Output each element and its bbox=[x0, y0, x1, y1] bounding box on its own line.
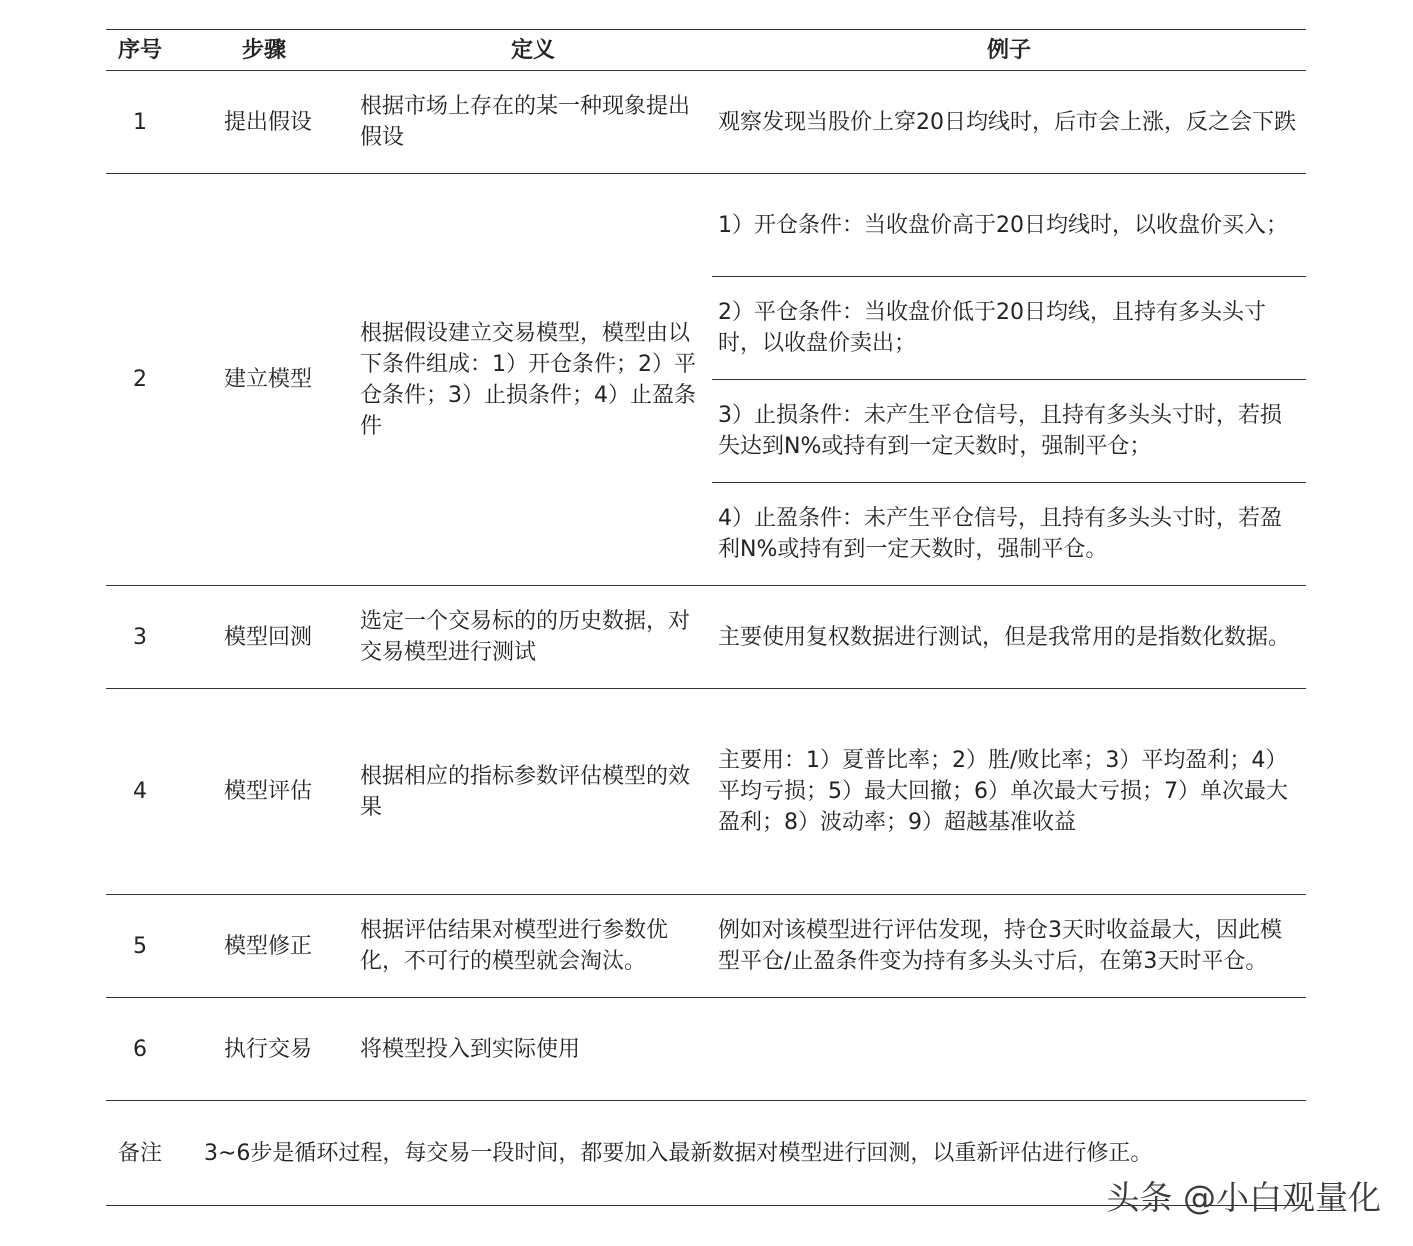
row-seq: 4 bbox=[106, 689, 174, 895]
table-row bbox=[106, 689, 1306, 895]
row-seq: 6 bbox=[106, 998, 174, 1101]
row-seq: 2 bbox=[106, 174, 174, 586]
row-definition: 根据相应的指标参数评估模型的效果 bbox=[354, 689, 712, 895]
table-row bbox=[106, 895, 1306, 998]
condition-open: 1）开仓条件：当收盘价高于20日均线时，以收盘价买入； bbox=[712, 174, 1306, 277]
row-step: 建立模型 bbox=[174, 174, 354, 586]
header-definition: 定义 bbox=[354, 30, 712, 71]
table-row bbox=[106, 998, 1306, 1101]
row-definition: 选定一个交易标的的历史数据，对交易模型进行测试 bbox=[354, 586, 712, 689]
process-table bbox=[106, 29, 1306, 1206]
condition-take-profit: 4）止盈条件：未产生平仓信号，且持有多头头寸时，若盈利N%或持有到一定天数时，强制平仓。 bbox=[712, 483, 1306, 586]
table-row bbox=[106, 71, 1306, 174]
table-row bbox=[106, 586, 1306, 689]
row-example: 主要使用复权数据进行测试，但是我常用的是指数化数据。 bbox=[712, 586, 1306, 689]
row-seq: 3 bbox=[106, 586, 174, 689]
row-step: 提出假设 bbox=[174, 71, 354, 174]
row-example: 观察发现当股价上穿20日均线时，后市会上涨，反之会下跌 bbox=[712, 71, 1306, 174]
row-step: 模型回测 bbox=[174, 586, 354, 689]
row-definition: 根据假设建立交易模型，模型由以下条件组成：1）开仓条件；2）平仓条件；3）止损条件；4）止盈条件 bbox=[354, 174, 712, 586]
header-row bbox=[106, 30, 1306, 71]
header-example: 例子 bbox=[712, 30, 1306, 71]
table-row bbox=[106, 174, 1306, 277]
row-step: 执行交易 bbox=[174, 998, 354, 1101]
note-text: 3~6步是循环过程，每交易一段时间，都要加入最新数据对模型进行回测，以重新评估进行修正。 bbox=[174, 1101, 1306, 1206]
row-step: 模型修正 bbox=[174, 895, 354, 998]
row-example: 例如对该模型进行评估发现，持仓3天时收益最大，因此模型平仓/止盈条件变为持有多头头寸后，在第3天时平仓。 bbox=[712, 895, 1306, 998]
note-label: 备注 bbox=[106, 1101, 174, 1206]
row-definition: 根据市场上存在的某一种现象提出假设 bbox=[354, 71, 712, 174]
row-step: 模型评估 bbox=[174, 689, 354, 895]
row-example bbox=[712, 998, 1306, 1101]
watermark: 头条 @小白观量化 bbox=[1106, 1178, 1381, 1217]
row-definition: 根据评估结果对模型进行参数优化，不可行的模型就会淘汰。 bbox=[354, 895, 712, 998]
header-seq: 序号 bbox=[106, 30, 174, 71]
row-example: 主要用：1）夏普比率；2）胜/败比率；3）平均盈利；4）平均亏损；5）最大回撤；6）单次最大亏损；7）单次最大盈利；8）波动率；9）超越基准收益 bbox=[712, 689, 1306, 895]
row-definition: 将模型投入到实际使用 bbox=[354, 998, 712, 1101]
row-seq: 1 bbox=[106, 71, 174, 174]
row-seq: 5 bbox=[106, 895, 174, 998]
condition-stop-loss: 3）止损条件：未产生平仓信号，且持有多头头寸时，若损失达到N%或持有到一定天数时，强制平仓； bbox=[712, 380, 1306, 483]
header-step: 步骤 bbox=[174, 30, 354, 71]
condition-close: 2）平仓条件：当收盘价低于20日均线，且持有多头头寸时，以收盘价卖出； bbox=[712, 277, 1306, 380]
